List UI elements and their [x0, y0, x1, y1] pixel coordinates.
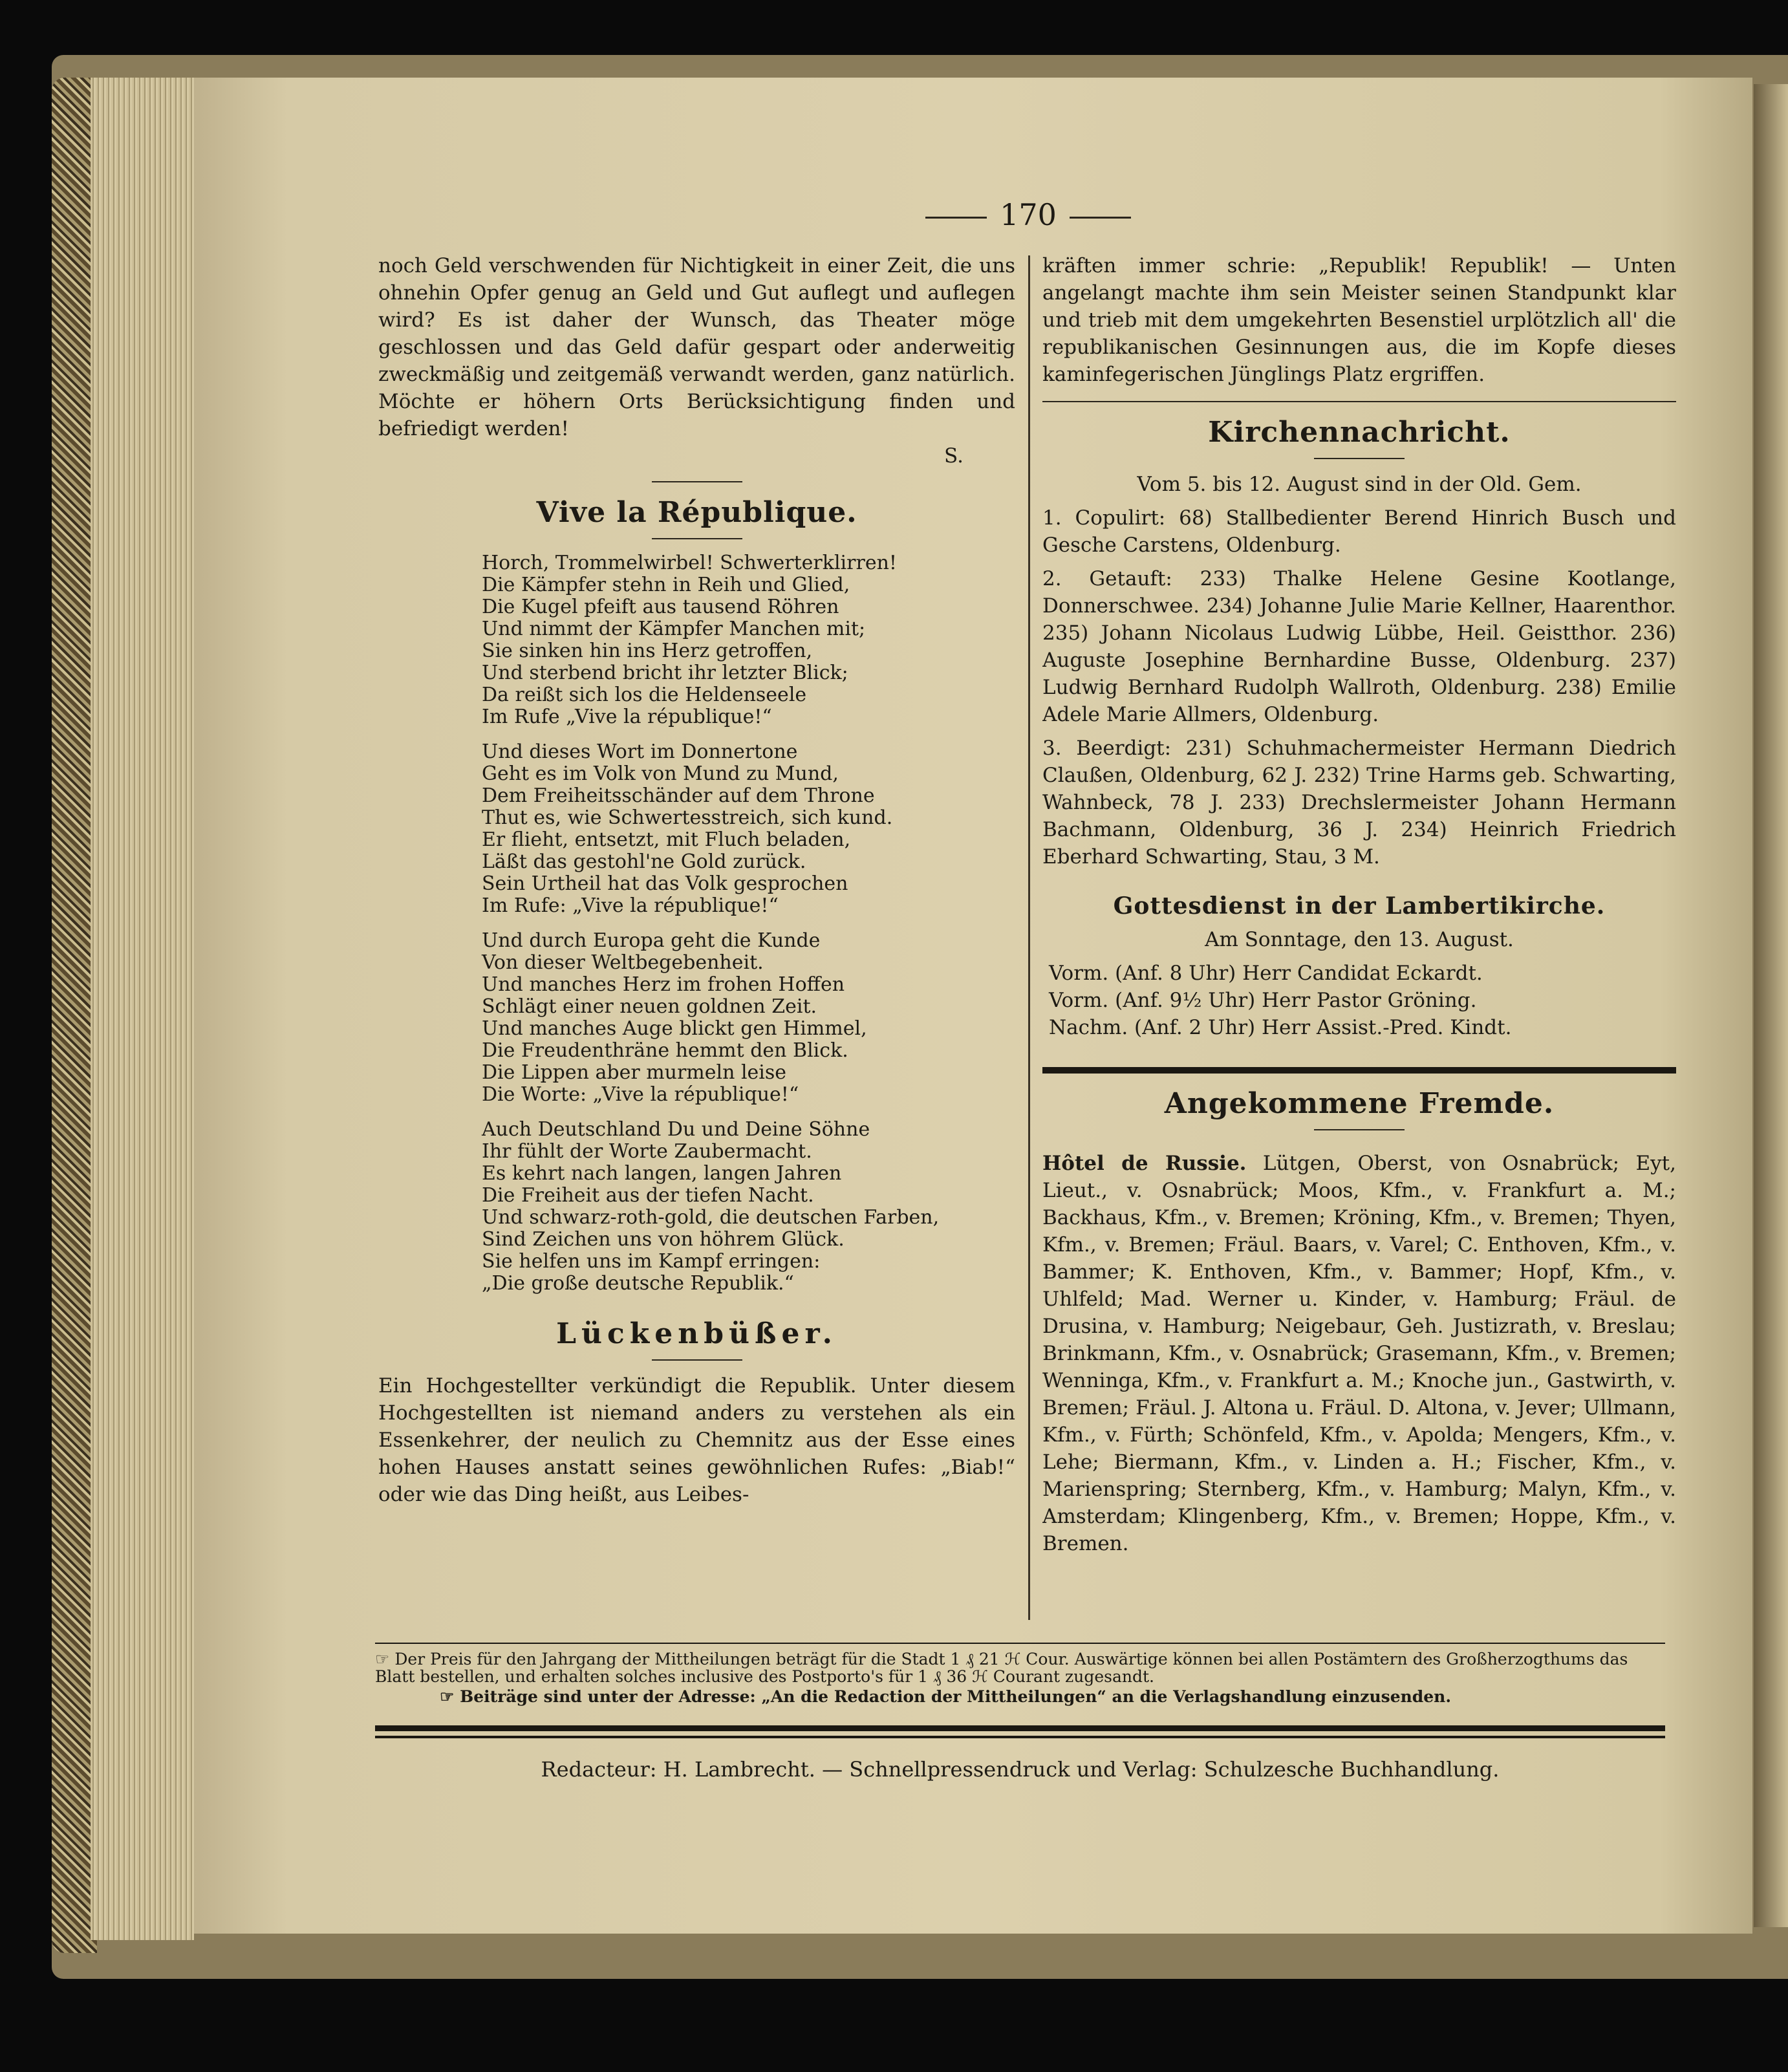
column-divider [1028, 255, 1030, 1620]
arrivals-text: Lütgen, Oberst, von Osnabrück; Eyt, Lieut., v. Osnabrück; Moos, Kfm., v. Frankfurt a. M.; Backhaus, Kfm., v. Bremen; Kröning, Kfm., v. Bremen; Thyen, Kfm., v. Bremen; Fräul. Baars, v. Varel; C. Enthoven, Kfm., v. Bammer; K. Enthoven, Kfm., v. Bammer; Hopf, Kfm., v. Uhlfeld; Mad. Werner u. Kinder, v. Hamburg; Fräul. de Drusina, v. Hamburg; Neigebaur, Geh. Justizrath, v. Breslau; Brinkmann, Kfm., v. Osnabrück; Grasemann, Kfm., v. Bremen; Wenninga, Kfm., v. Frankfurt a. M.; Knoche jun., Gastwirth, v. Bremen; Fräul. J. Altona u. Fräul. D. Altona, v. Jever; Ullmann, Kfm., v. Fürth; Schönfeld, Kfm., v. Apolda; Mengers, Kfm., v. Lehe; Biermann, Kfm., v. Linden a. H.; Fischer, Kfm., v. Marienspring; Sternberg, Kfm., v. Hamburg; Malyn, Kfm., v. Amsterdam; Klingenberg, Kfm., v. Bremen; Hoppe, Kfm., v. Bremen. [1042, 1152, 1676, 1555]
filler-continued: kräften immer schrie: „Republik! Republik! — Unten angelangt machte ihm sein Meister seinen Standpunkt klar und trieb mit dem umgekehrten Besenstiel urplötzlich all' die republikanischen Gesinnungen aus, die im Kopfe dieses kaminfegerischen Jünglings Platz ergriffen. [1042, 254, 1676, 386]
page-edges [91, 78, 194, 1940]
divider-rule [1314, 1129, 1405, 1130]
footer-double-rule [375, 1725, 1665, 1731]
intro-signoff [378, 442, 1015, 469]
poem-line: Läßt das gestohl'ne Gold zurück. [482, 850, 806, 873]
intro-paragraph: noch Geld verschwenden für Nichtigkeit in einer Zeit, die uns ohnehin Opfer genug an Geld und Gut auflegt und auflegen wird? Es ist daher der Wunsch, das Theater möge geschlossen und das Geld dafür gespart oder anderweitig zweckmäßig und zeitgemäß verwandt werden, ganz natürlich. Möchte er höhern Orts Berücksichtigung finden und befriedigt werden! [378, 254, 1015, 440]
poem-line: Er flieht, entsetzt, mit Fluch beladen, [482, 828, 851, 851]
divider-rule [652, 538, 742, 539]
poem-line: Die Freudenthräne hemmt den Blick. [482, 1039, 848, 1062]
footer-double-rule [375, 1736, 1665, 1738]
poem-line: Und dieses Wort im Donnertone [482, 740, 798, 763]
footer-top-rule [375, 1643, 1665, 1644]
poem-line: Und durch Europa geht die Kunde [482, 929, 821, 952]
poem-line: Sie helfen uns im Kampf erringen: [482, 1250, 821, 1273]
service-line: Vorm. (Anf. 9½ Uhr) Herr Pastor Gröning. [1049, 989, 1477, 1012]
divider-rule [652, 481, 742, 482]
poem-line: Auch Deutschland Du und Deine Söhne [482, 1118, 870, 1141]
poem-line: Horch, Trommelwirbel! Schwerterklirren! [482, 552, 897, 574]
poem-line: Da reißt sich los die Heldenseele [482, 684, 807, 706]
church-entry-married: 1. Copulirt: 68) Stallbedienter Berend Hinrich Busch und Gesche Carstens, Oldenburg. [1042, 506, 1676, 557]
poem-line: Und schwarz-roth-gold, die deutschen Farben, [482, 1206, 940, 1229]
service-line: Vorm. (Anf. 8 Uhr) Herr Candidat Eckardt. [1049, 962, 1483, 985]
poem-stanza-1 [482, 552, 1015, 728]
divider-rule [652, 1359, 742, 1361]
poem-line: Die Kugel pfeift aus tausend Röhren [482, 596, 839, 618]
poem-line: Dem Freiheitsschänder auf dem Throne [482, 784, 875, 807]
poem-line: Die Lippen aber murmeln leise [482, 1061, 787, 1084]
right-column [1042, 252, 1676, 1623]
filler-text: Ein Hochgestellter verkündigt die Republik. Unter diesem Hochgestellten ist niemand anders zu verstehen als ein Essenkehrer, der neulich zu Chemnitz aus der Esse eines hohen Hauses anstatt seines gewöhnlichen Rufes: „Biab!“ oder wie das Ding heißt, aus Leibes- [378, 1374, 1015, 1506]
hotel-name: Hôtel de Russie. [1042, 1152, 1247, 1175]
poem-line: Und manches Auge blickt gen Himmel, [482, 1017, 867, 1040]
church-entry-baptized: 2. Getauft: 233) Thalke Helene Gesine Kootlange, Donnerschwee. 234) Johanne Julie Marie Kellner, Haarenthor. 235) Johann Nicolaus Ludwig Lübbe, Heil. Geistthor. 236) Auguste Josephine Bernhardine Busse, Oldenburg. 237) Ludwig Bernhard Rudolph Wallroth, Oldenburg. 238) Emilie Adele Marie Allmers, Oldenburg. [1042, 567, 1676, 726]
poem-stanza-3 [482, 930, 1015, 1106]
poem-line: Sein Urtheil hat das Volk gesprochen [482, 872, 848, 895]
divider-rule [1314, 458, 1405, 459]
intro-signature: S. [944, 444, 964, 468]
poem-line: Schlägt einer neuen goldnen Zeit. [482, 995, 817, 1018]
poem-line: Und sterbend bricht ihr letzter Blick; [482, 662, 848, 684]
next-page-edge [1754, 84, 1788, 1927]
poem-line: Und nimmt der Kämpfer Manchen mit; [482, 618, 866, 640]
poem-line: Die Worte: „Vive la république!“ [482, 1083, 799, 1106]
poem-line: Geht es im Volk von Mund zu Mund, [482, 762, 839, 785]
poem-line: Sie sinken hin ins Herz getroffen, [482, 640, 813, 662]
poem-line: Im Rufe „Vive la république!“ [482, 706, 772, 728]
publisher-credit: Redacteur: H. Lambrecht. — Schnellpressendruck und Verlag: Schulzesche Buchhandlung. [541, 1757, 1500, 1782]
filler-title: Lückenbüßer. [556, 1317, 837, 1350]
poem-title: Vive la République. [536, 496, 857, 529]
submissions-note: ☞ Beiträge sind unter der Adresse: „An die Redaction der Mittheilungen“ an die Verlagshandlung einzusenden. [440, 1687, 1452, 1706]
service-date: Am Sonntage, den 13. August. [1205, 928, 1514, 951]
poem-line: Die Kämpfer stehn in Reih und Glied, [482, 574, 850, 596]
price-note: ☞ Der Preis für den Jahrgang der Mittheilungen beträgt für die Stadt 1 ₰ 21 ℋ Cour. Auswärtige können bei allen Postämtern des Großherzogthums das Blatt bestellen, und erhalten solches inclusive des Postporto's für 1 ₰ 36 ℋ Courant zugesandt. [375, 1650, 1628, 1686]
service-line: Nachm. (Anf. 2 Uhr) Herr Assist.-Pred. Kindt. [1049, 1016, 1512, 1039]
section-thick-rule [1042, 1067, 1676, 1074]
church-news-title: Kirchennachricht. [1208, 416, 1511, 449]
church-entry-buried: 3. Beerdigt: 231) Schuhmachermeister Hermann Diedrich Claußen, Oldenburg, 62 J. 232) Trine Harms geb. Schwarting, Wahnbeck, 78 J. 233) Drechslermeister Johann Hermann Bachmann, Oldenburg, 36 J. 234) Heinrich Friedrich Eberhard Schwarting, Stau, 3 M. [1042, 737, 1676, 869]
left-column [378, 252, 1015, 1623]
poem-stanza-2 [482, 741, 1015, 917]
arrivals-list [1042, 1150, 1676, 1557]
poem-line: Im Rufe: „Vive la république!“ [482, 894, 779, 917]
page-number: 170 [905, 197, 1151, 232]
poem-line: Von dieser Weltbegebenheit. [482, 951, 764, 974]
section-rule [1042, 401, 1676, 402]
poem-line: „Die große deutsche Republik.“ [482, 1272, 794, 1295]
poem-line: Ihr fühlt der Worte Zaubermacht. [482, 1140, 812, 1163]
service-title: Gottesdienst in der Lambertikirche. [1113, 892, 1606, 920]
arrivals-title: Angekommene Fremde. [1164, 1087, 1555, 1120]
church-news-intro: Vom 5. bis 12. August sind in der Old. Gem. [1137, 473, 1582, 496]
poem-line: Die Freiheit aus der tiefen Nacht. [482, 1184, 814, 1207]
poem-stanza-4 [482, 1119, 1015, 1295]
poem-line: Und manches Herz im frohen Hoffen [482, 973, 845, 996]
poem-line: Es kehrt nach langen, langen Jahren [482, 1162, 842, 1185]
poem-line: Thut es, wie Schwertesstreich, sich kund. [482, 806, 893, 829]
poem-line: Sind Zeichen uns von höhrem Glück. [482, 1228, 845, 1251]
